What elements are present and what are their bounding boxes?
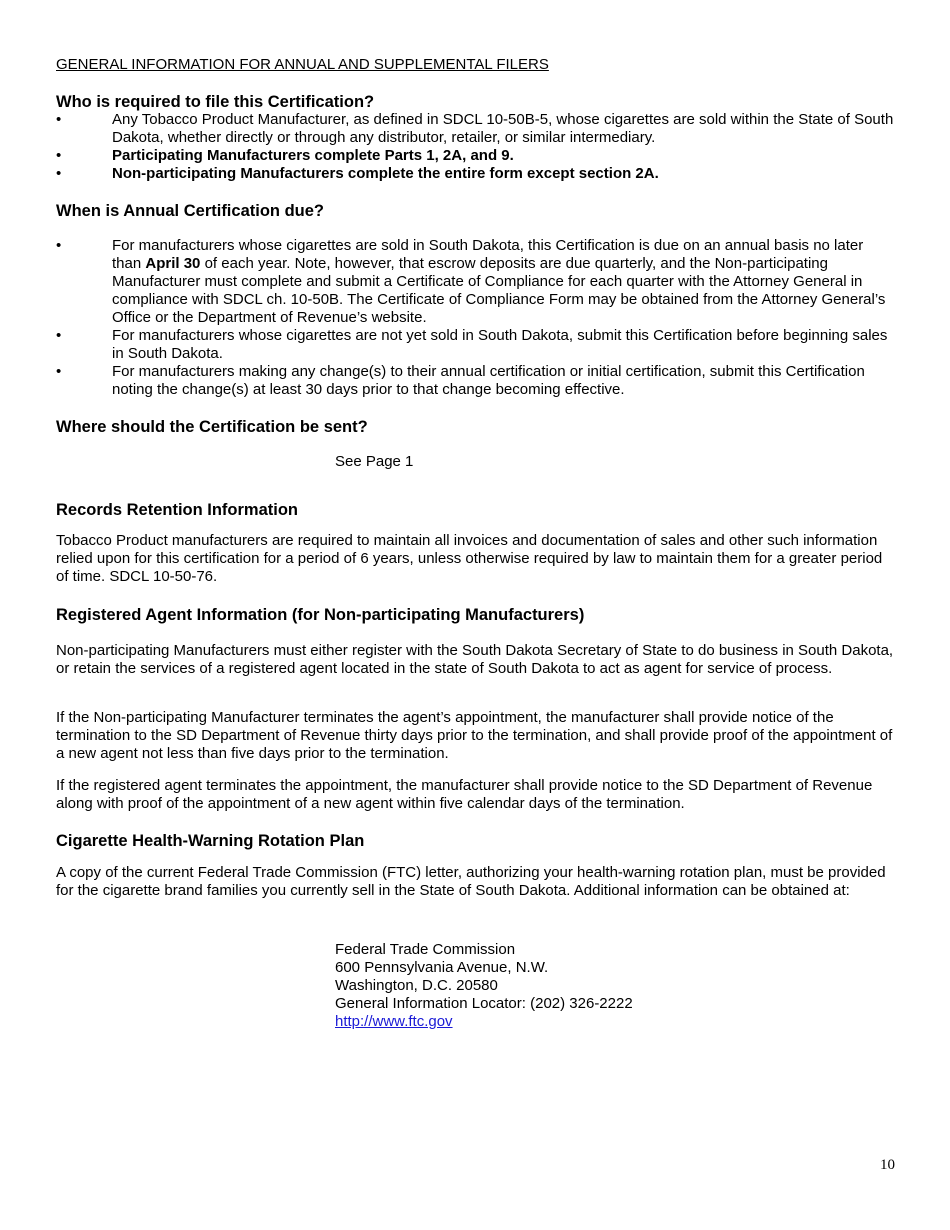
agent-paragraph-2: If the Non-participating Manufacturer terminates the agent’s appointment, the manufacturer shall provide notice of the termination to the SD Department of Revenue thirty days prior to the termination, and shall provide proof of the appointment of a new agent not less than five days prior to the termination.	[56, 709, 893, 762]
who-heading: Who is required to file this Certification?	[56, 93, 375, 111]
bullet-icon: •	[56, 111, 62, 128]
who-item-text: Any Tobacco Product Manufacturer, as defined in SDCL 10-50B-5, whose cigarettes are sold within the State of South Dakota, whether directly or through any distributor, retailer, or similar intermediary.	[112, 111, 894, 146]
page-number: 10	[880, 1157, 895, 1173]
list-item	[56, 111, 896, 147]
warning-heading: Cigarette Health-Warning Rotation Plan	[56, 832, 365, 850]
ftc-address	[335, 941, 633, 1031]
address-phone: General Information Locator: (202) 326-2222	[335, 995, 633, 1012]
agent-paragraph-1: Non-participating Manufacturers must either register with the South Dakota Secretary of State to do business in South Dakota, or retain the services of a registered agent located in the state of South Dakota to act as agent for service of process.	[56, 642, 894, 677]
when-item-text: For manufacturers whose cigarettes are sold in South Dakota, this Certification is due on an annual basis no later than	[112, 237, 864, 272]
where-heading: Where should the Certification be sent?	[56, 418, 368, 436]
warning-text: A copy of the current Federal Trade Commission (FTC) letter, authorizing your health-warning rotation plan, must be provided for the cigarette brand families you currently sell in the State of South Dakota. Additional information can be obtained at:	[56, 864, 886, 899]
list-item	[56, 147, 896, 165]
address-city: Washington, D.C. 20580	[335, 977, 498, 994]
when-item-text: For manufacturers whose cigarettes are not yet sold in South Dakota, submit this Certification before beginning sales in South Dakota.	[112, 327, 888, 362]
ftc-website-link[interactable]: http://www.ftc.gov	[335, 1013, 453, 1030]
bullet-icon: •	[56, 327, 62, 344]
when-item-text: For manufacturers making any change(s) to their annual certification or initial certification, submit this Certification noting the change(s) at least 30 days prior to that change becoming effective.	[112, 363, 865, 398]
list-item	[56, 237, 896, 327]
bullet-icon: •	[56, 165, 62, 182]
records-heading: Records Retention Information	[56, 501, 299, 519]
bullet-icon: •	[56, 237, 62, 254]
when-item-text-cont: of each year. Note, however, that escrow deposits are due quarterly, and the Non-participating Manufacturer must complete and submit a Certificate of Compliance for each quarter with the Attorney General in compliance with SDCL ch. 10-50B. The Certificate of Compliance Form may be obtained from the Attorney General’s Office or the Department of Revenue’s website.	[112, 255, 886, 326]
records-text: Tobacco Product manufacturers are required to maintain all invoices and documentation of sales and other such information relied upon for this certification for a period of 6 years, unless otherwise required by law to maintain them for a greater period of time. SDCL 10-50-76.	[56, 532, 883, 585]
address-name: Federal Trade Commission	[335, 941, 516, 958]
bullet-icon: •	[56, 147, 62, 164]
agent-heading: Registered Agent Information (for Non-participating Manufacturers)	[56, 606, 585, 624]
address-street: 600 Pennsylvania Avenue, N.W.	[335, 959, 549, 976]
where-text: See Page 1	[335, 453, 414, 470]
list-item	[56, 165, 896, 183]
who-item-text: Participating Manufacturers complete Parts 1, 2A, and 9.	[112, 147, 514, 164]
when-heading: When is Annual Certification due?	[56, 202, 324, 220]
who-list	[56, 111, 896, 183]
due-date: April 30	[145, 255, 201, 272]
agent-paragraph-3: If the registered agent terminates the appointment, the manufacturer shall provide notice to the SD Department of Revenue along with proof of the appointment of a new agent within five calendar days of the termination.	[56, 777, 873, 812]
when-list	[56, 237, 896, 399]
list-item	[56, 363, 896, 399]
who-item-text: Non-participating Manufacturers complete the entire form except section 2A.	[112, 165, 659, 182]
list-item	[56, 327, 896, 363]
bullet-icon: •	[56, 363, 62, 380]
page-title: GENERAL INFORMATION FOR ANNUAL AND SUPPLEMENTAL FILERS	[56, 56, 549, 73]
